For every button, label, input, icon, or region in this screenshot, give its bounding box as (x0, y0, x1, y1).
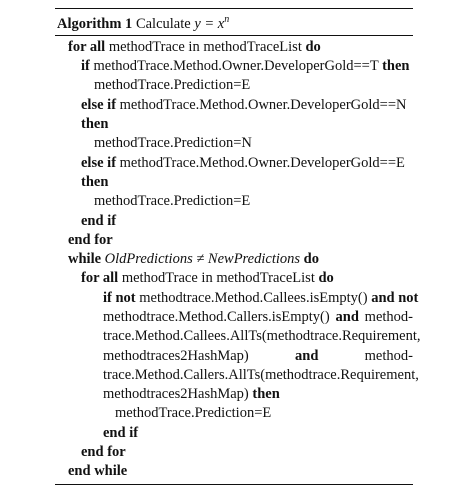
keyword: if (107, 96, 117, 113)
line-text: method- (364, 347, 413, 364)
line-while (55, 250, 413, 269)
keyword: if (107, 154, 117, 171)
line-text: methodTrace.Prediction=E (115, 405, 272, 422)
line-else-if (55, 154, 413, 173)
keyword: then (81, 116, 109, 133)
line-text: methodTrace.Method.Owner.DeveloperGold==T (93, 58, 379, 75)
keyword: if (81, 58, 90, 75)
algorithm-body (55, 36, 421, 482)
line-text: methodtraces2HashMap) (103, 386, 249, 403)
line-then (55, 173, 413, 192)
caption-math: y = x (194, 15, 225, 32)
line-for-all (55, 269, 413, 288)
keyword: then (81, 173, 109, 190)
keyword: end for (68, 231, 113, 248)
caption-text: Calculate (135, 15, 191, 32)
line-end-if (55, 424, 413, 443)
keyword: and (335, 308, 359, 325)
line-text: methodtraces2HashMap) (103, 347, 249, 364)
line-if-not (55, 289, 419, 308)
line-text: methodTrace.Method.Owner.DeveloperGold==N (119, 96, 407, 113)
caption-label: Algorithm 1 (57, 15, 133, 32)
keyword: while (68, 251, 102, 268)
keyword: else (81, 96, 104, 113)
line-condition (55, 308, 413, 327)
line-end-for (55, 443, 413, 462)
line-text: methodTrace in methodTraceList (108, 38, 302, 55)
keyword: end for (81, 444, 126, 461)
algorithm-caption (55, 9, 413, 35)
keyword: if not (103, 289, 136, 306)
keyword: then (382, 58, 410, 75)
line-statement (55, 134, 413, 153)
line-condition (55, 385, 413, 404)
keyword: and (295, 347, 319, 364)
keyword: do (303, 251, 319, 268)
keyword: for all (68, 38, 106, 55)
line-text: methodTrace.Method.Owner.DeveloperGold==E (119, 154, 405, 171)
line-text: methodTrace in methodTraceList (121, 270, 315, 287)
line-condition (55, 327, 421, 346)
line-else-if (55, 96, 413, 115)
keyword: do (305, 38, 321, 55)
line-statement (55, 192, 413, 211)
line-condition (55, 366, 419, 385)
keyword: end if (81, 212, 117, 229)
line-text: methodtrace.Method.Callers.isEmpty() (103, 308, 330, 325)
line-if (55, 57, 413, 76)
keyword: end if (103, 424, 139, 441)
algorithm-block (55, 8, 421, 485)
line-end-if (55, 212, 413, 231)
line-text: trace.Method.Callees.AllTs(methodtrace.Requirement, (103, 328, 421, 345)
while-condition: OldPredictions ≠ NewPredictions (104, 251, 301, 268)
line-text: methodTrace.Prediction=N (94, 135, 252, 152)
keyword: else (81, 154, 104, 171)
line-for-all (55, 38, 413, 57)
line-statement (55, 404, 413, 423)
keyword: for all (81, 270, 119, 287)
line-end-for (55, 231, 413, 250)
line-end-while (55, 462, 413, 481)
line-text: method- (364, 308, 413, 325)
line-then (55, 115, 413, 134)
caption-superscript: n (224, 14, 230, 25)
line-condition (55, 347, 413, 366)
line-text: trace.Method.Callers.AllTs(methodtrace.Requirement, (103, 366, 419, 383)
keyword: do (318, 270, 334, 287)
line-text: methodTrace.Prediction=E (94, 193, 251, 210)
line-text: methodTrace.Prediction=E (94, 77, 251, 94)
keyword: then (252, 386, 280, 403)
keyword: and not (371, 289, 419, 306)
keyword: end while (68, 463, 128, 480)
line-text: methodtrace.Method.Callees.isEmpty() (139, 289, 368, 306)
line-statement (55, 76, 413, 95)
